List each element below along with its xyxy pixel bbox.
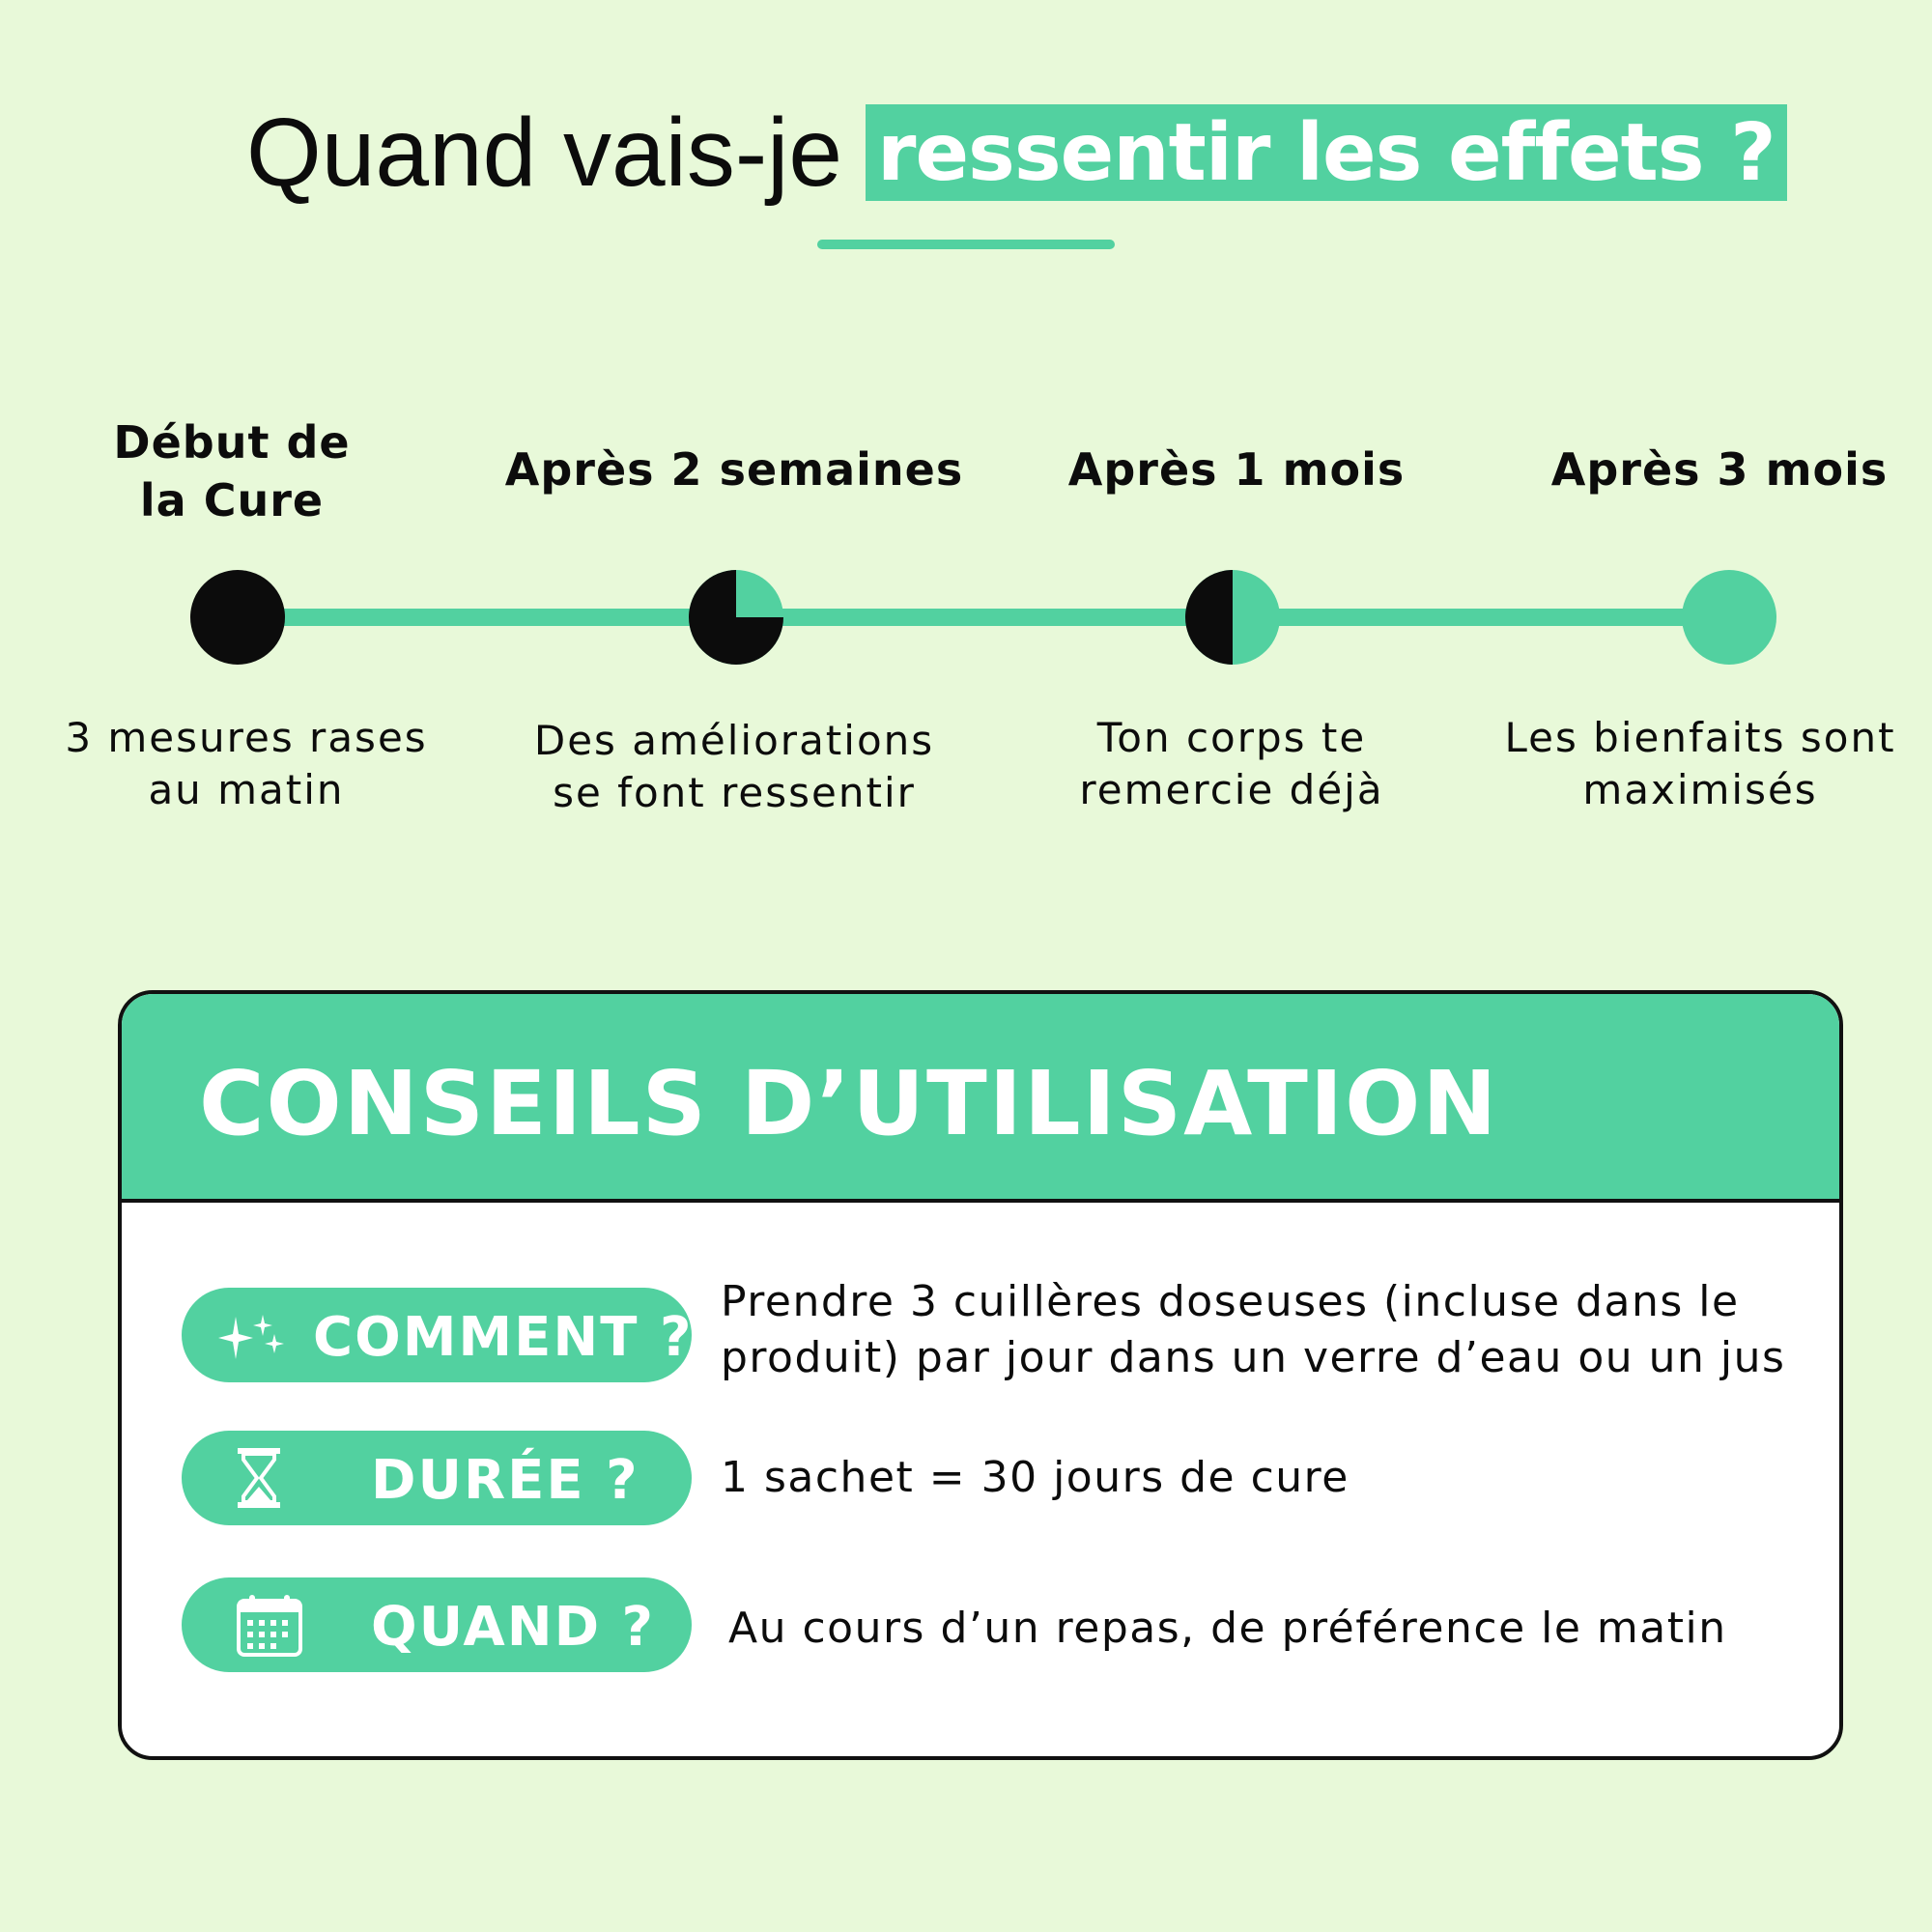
step-title-1: Début de la Cure bbox=[113, 416, 351, 526]
sparkles-icon bbox=[218, 1313, 288, 1377]
timeline-track bbox=[238, 609, 1729, 626]
step-desc-4: Les bienfaits sont maximisés bbox=[1504, 714, 1896, 813]
duree-label: DURÉE ? bbox=[371, 1449, 639, 1512]
duree-badge bbox=[182, 1431, 692, 1525]
comment-text bbox=[721, 1274, 1803, 1386]
title-plain: Quand vais-je bbox=[246, 99, 842, 207]
duree-text: 1 sachet = 30 jours de cure bbox=[721, 1453, 1350, 1502]
usage-card-title: CONSEILS D’UTILISATION bbox=[199, 1052, 1499, 1155]
step-title-4: Après 3 mois bbox=[1550, 443, 1889, 496]
hourglass-icon bbox=[236, 1446, 282, 1523]
usage-card-header bbox=[122, 994, 1839, 1203]
quand-label: QUAND ? bbox=[371, 1596, 656, 1659]
progress-marker-2 bbox=[689, 570, 783, 665]
title-highlight: ressentir les effets ? bbox=[866, 104, 1787, 201]
step-title-3: Après 1 mois bbox=[1067, 443, 1406, 496]
comment-badge bbox=[182, 1288, 692, 1382]
calendar-icon bbox=[236, 1593, 303, 1672]
quand-badge bbox=[182, 1577, 692, 1672]
progress-marker-3 bbox=[1185, 570, 1280, 665]
comment-label: COMMENT ? bbox=[313, 1306, 694, 1369]
comment-text-value: Prendre 3 cuillères doseuses (incluse dans le produit) par jour dans un verre d’eau ou un jus bbox=[721, 1277, 1786, 1382]
step-desc-2: Des améliorations se font ressentir bbox=[533, 717, 935, 816]
quand-text: Au cours d’un repas, de préférence le matin bbox=[728, 1604, 1727, 1653]
step-title-2: Après 2 semaines bbox=[504, 443, 964, 496]
progress-marker-1 bbox=[190, 570, 285, 665]
step-desc-3: Ton corps te remercie déjà bbox=[1079, 714, 1384, 813]
step-desc-1: 3 mesures rases au matin bbox=[65, 714, 428, 813]
usage-card bbox=[118, 990, 1843, 1760]
progress-marker-4 bbox=[1682, 570, 1776, 665]
